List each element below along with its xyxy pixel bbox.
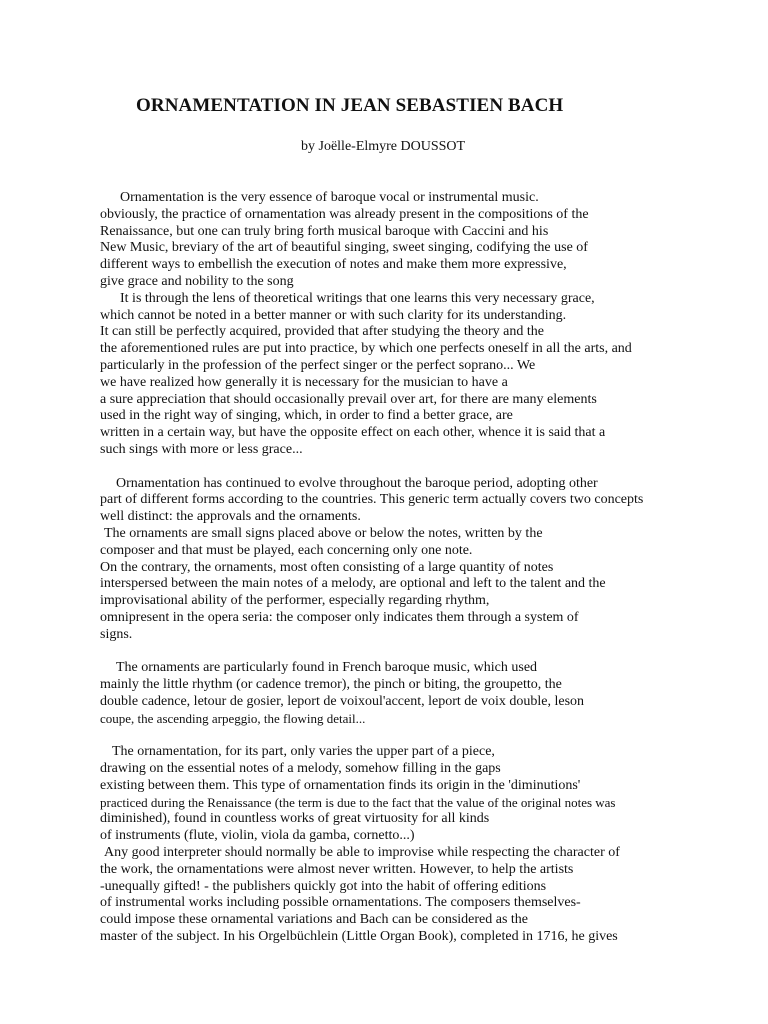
text-line: improvisational ability of the performer, especially regarding rhythm,	[100, 593, 490, 609]
text-line: signs.	[100, 626, 133, 642]
text-line: could impose these ornamental variations and Bach can be considered as the	[100, 912, 529, 928]
text-line: -unequally gifted! - the publishers quickly got into the habit of offering editions	[100, 878, 547, 894]
text-line: interspersed between the main notes of a melody, are optional and left to the talent and the	[100, 576, 606, 592]
text-line: It is through the lens of theoretical writings that one learns this very necessary grace,	[120, 290, 595, 306]
text-line: Any good interpreter should normally be able to improvise while respecting the character of	[104, 845, 620, 861]
text-line: Renaissance, but one can truly bring forth musical baroque with Caccini and his	[100, 223, 549, 239]
paragraph-gap	[100, 459, 690, 476]
text-line: On the contrary, the ornaments, most often consisting of a large quantity of notes	[100, 559, 554, 575]
text-line: coupe, the ascending arpeggio, the flowing detail...	[100, 710, 366, 726]
document-author: by Joëlle-Elmyre DOUSSOT	[301, 139, 466, 154]
text-line: The ornaments are particularly found in French baroque music, which used	[116, 660, 538, 676]
text-line: composer and that must be played, each concerning only one note.	[100, 542, 473, 558]
text-line: which cannot be noted in a better manner or with such clarity for its understanding.	[100, 307, 567, 323]
text-line: It can still be perfectly acquired, provided that after studying the theory and the	[100, 324, 544, 340]
text-line: we have realized how generally it is necessary for the musician to have a	[100, 374, 508, 390]
text-line: mainly the little rhythm (or cadence tremor), the pinch or biting, the groupetto, the	[100, 677, 562, 693]
text-line: the work, the ornamentations were almost never written. However, to help the artists	[100, 861, 574, 877]
text-line: omnipresent in the opera seria: the composer only indicates them through a system of	[100, 609, 579, 625]
document-body	[100, 190, 690, 946]
text-line: Ornamentation is the very essence of baroque vocal or instrumental music.	[120, 190, 539, 205]
text-line: particularly in the profession of the perfect singer or the perfect soprano... We	[100, 357, 536, 373]
text-line: such sings with more or less grace...	[100, 441, 303, 457]
text-line: written in a certain way, but have the opposite effect on each other, whence it is said that a	[100, 425, 606, 441]
text-line: master of the subject. In his Orgelbüchlein (Little Organ Book), completed in 1716, he gives	[100, 929, 618, 945]
text-line: well distinct: the approvals and the ornaments.	[100, 509, 361, 525]
text-line: part of different forms according to the countries. This generic term actually covers two concepts	[100, 492, 644, 508]
text-line: The ornamentation, for its part, only varies the upper part of a piece,	[112, 744, 495, 760]
text-line: a sure appreciation that should occasionally prevail over art, for there are many elements	[100, 391, 597, 407]
text-line: drawing on the essential notes of a melody, somehow filling in the gaps	[100, 761, 501, 777]
text-line: diminished), found in countless works of great virtuosity for all kinds	[100, 811, 490, 827]
paragraph-gap	[100, 728, 690, 745]
text-line: Ornamentation has continued to evolve throughout the baroque period, adopting other	[116, 475, 598, 491]
text-line: New Music, breviary of the art of beautiful singing, sweet singing, codifying the use of	[100, 240, 588, 256]
paragraph-gap	[100, 644, 690, 661]
text-line: existing between them. This type of ornamentation finds its origin in the 'diminutions'	[100, 777, 581, 793]
text-line: give grace and nobility to the song	[100, 273, 294, 289]
text-line: obviously, the practice of ornamentation was already present in the compositions of the	[100, 206, 589, 222]
text-line: of instrumental works including possible ornamentations. The composers themselves-	[100, 895, 581, 911]
text-line: The ornaments are small signs placed above or below the notes, written by the	[104, 525, 543, 541]
text-line: practiced during the Renaissance (the term is due to the fact that the value of the original notes was	[100, 794, 616, 810]
document-title: ORNAMENTATION IN JEAN SEBASTIEN BACH	[136, 95, 564, 116]
text-line: different ways to embellish the execution of notes and make them more expressive,	[100, 257, 567, 273]
text-line: of instruments (flute, violin, viola da gamba, cornetto...)	[100, 828, 415, 844]
text-line: the aforementioned rules are put into practice, by which one perfects oneself in all the arts, and	[100, 341, 632, 357]
text-line: used in the right way of singing, which, in order to find a better grace, are	[100, 408, 513, 424]
text-line: double cadence, letour de gosier, leport de voixoul'accent, leport de voix double, leson	[100, 693, 585, 709]
